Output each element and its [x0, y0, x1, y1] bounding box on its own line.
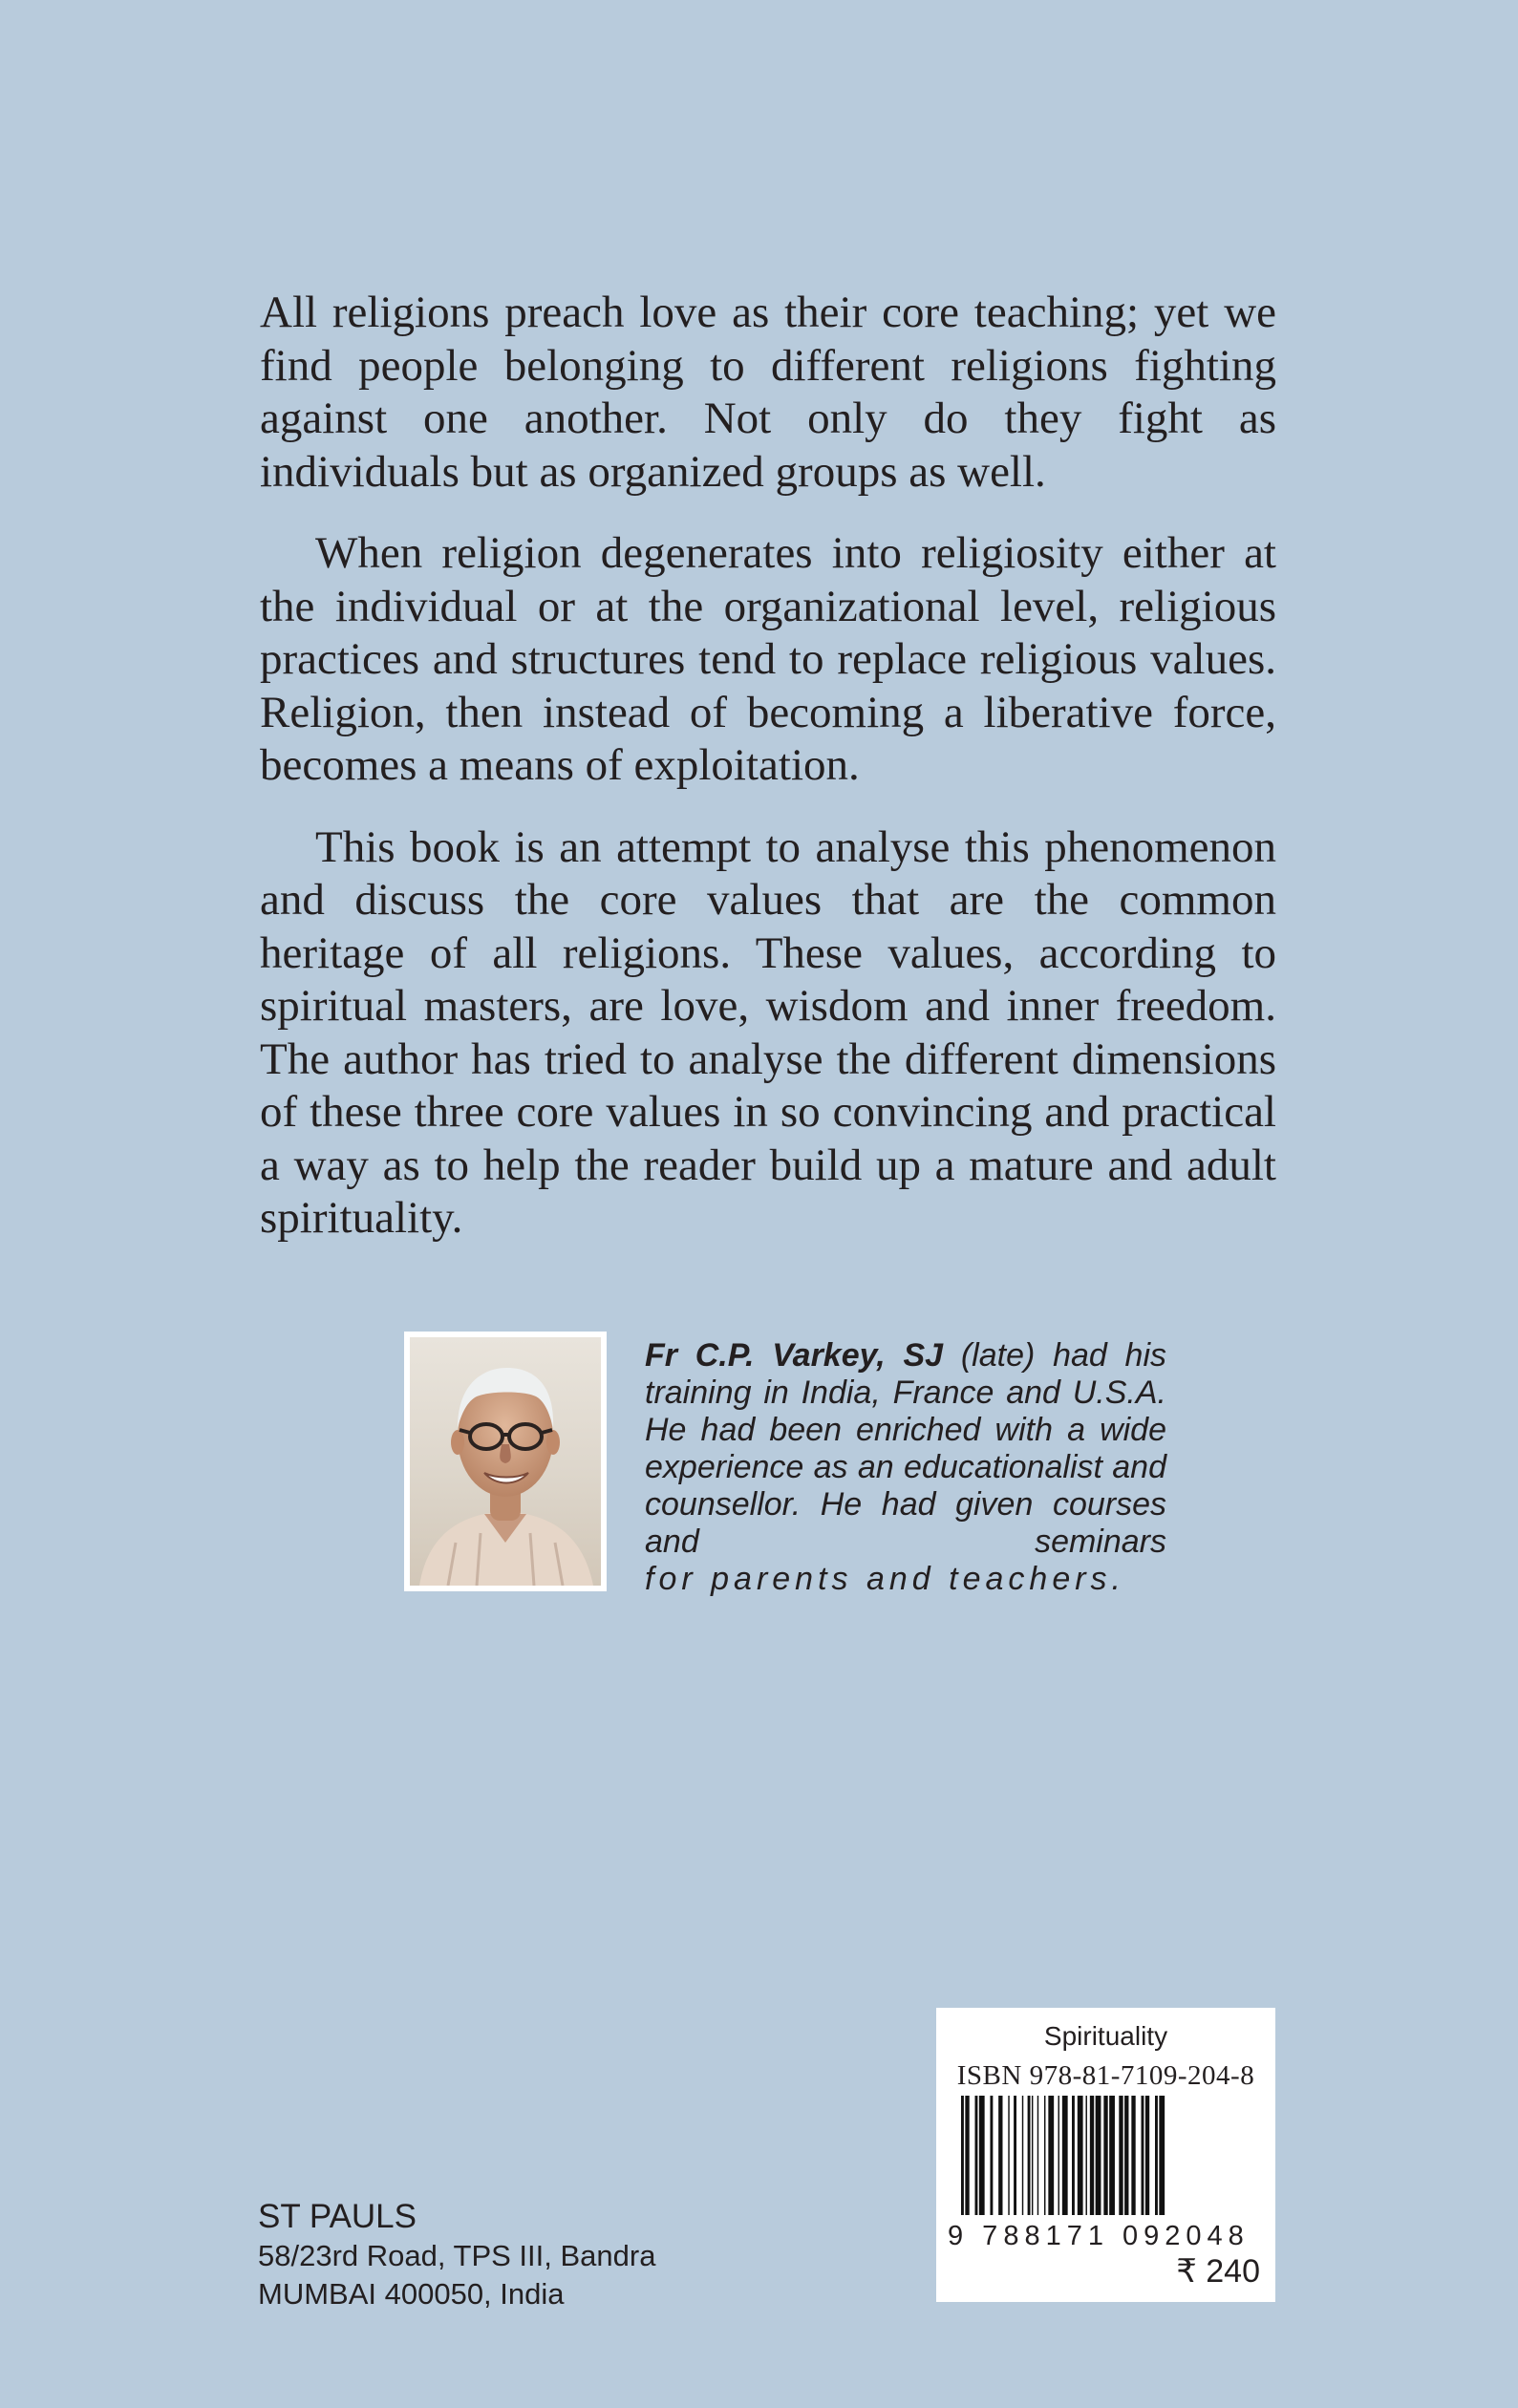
barcode-bar: [1103, 2096, 1107, 2215]
barcode-bar: [961, 2096, 964, 2215]
barcode-bar: [1022, 2096, 1023, 2215]
publisher-name: ST PAULS: [258, 2198, 417, 2235]
barcode-bar: [1109, 2096, 1115, 2215]
barcode-bar: [1086, 2096, 1087, 2215]
blurb-paragraph-2: When religion degenerates into religiosity either at the individual or at the organizational level, religious practices and structures tend to replace religious values. Religion, then instead of becoming a liberative force, becomes a means of exploitation.: [260, 528, 1276, 790]
isbn-text: ISBN 978-81-7109-204-8: [956, 2060, 1255, 2091]
blurb-paragraph-1: All religions preach love as their core teaching; yet we find people belonging to different religions fighting against one another. Not only do they fight as individuals but as organized groups as well.: [260, 288, 1276, 497]
publisher-info: [258, 2197, 655, 2313]
barcode-bar: [1014, 2096, 1016, 2215]
barcode-bar: [1155, 2096, 1158, 2215]
back-cover-blurb: [260, 287, 1276, 1274]
author-photo: [404, 1332, 607, 1591]
barcode-bar: [1142, 2096, 1144, 2215]
price: ₹ 240: [1176, 2253, 1260, 2290]
author-bio-text: (late) had his training in India, France and U.S.A. He had been enriched with a wide experience as an educationalist and counsellor. He had given courses and seminars: [645, 1337, 1167, 1560]
author-portrait-image: [410, 1337, 601, 1586]
author-name: Fr C.P. Varkey, SJ: [645, 1337, 944, 1374]
barcode-number: 9 788171 092048: [948, 2221, 1250, 2251]
barcode-bar: [1032, 2096, 1033, 2215]
barcode-bar: [1028, 2096, 1031, 2215]
barcode-bar: [1048, 2096, 1054, 2215]
barcode-bar: [1062, 2096, 1068, 2215]
barcode-bar: [965, 2096, 969, 2215]
barcode-bar: [998, 2096, 1002, 2215]
author-section: [404, 1332, 1167, 1597]
barcode-bar: [1124, 2096, 1128, 2215]
barcode-image: [957, 2096, 1255, 2215]
barcode-bar: [1096, 2096, 1101, 2215]
publisher-address-line-1: 58/23rd Road, TPS III, Bandra: [258, 2239, 656, 2272]
barcode-bar: [1008, 2096, 1009, 2215]
barcode-bar: [1090, 2096, 1094, 2215]
barcode-bar: [1159, 2096, 1165, 2215]
barcode-bar: [1037, 2096, 1038, 2215]
barcode-bar: [990, 2096, 993, 2215]
barcode-bar: [1072, 2096, 1075, 2215]
blurb-paragraph-3: This book is an attempt to analyse this phenomenon and discuss the core values that are the common heritage of all religions. These values, according to spiritual masters, are love, wisdom and inner freedom. The author has tried to analyse the different dimensions of these three core values in so convincing and practical a way as to help the reader build up a mature and adult spirituality.: [260, 821, 1276, 1243]
publisher-address-line-2: MUMBAI 400050, India: [258, 2277, 565, 2311]
barcode-bar: [979, 2096, 985, 2215]
book-category: Spirituality: [1043, 2021, 1168, 2051]
author-bio: [645, 1337, 1166, 1598]
barcode-label: [936, 2008, 1275, 2302]
barcode-bar: [1044, 2096, 1045, 2215]
barcode-bar: [975, 2096, 978, 2215]
barcode-bar: [1131, 2096, 1135, 2215]
barcode-bar: [1058, 2096, 1059, 2215]
barcode-bar: [1078, 2096, 1083, 2215]
barcode-bar: [1119, 2096, 1122, 2215]
barcode-bar: [1145, 2096, 1149, 2215]
author-bio-last-line: for parents and teachers.: [645, 1561, 1126, 1597]
